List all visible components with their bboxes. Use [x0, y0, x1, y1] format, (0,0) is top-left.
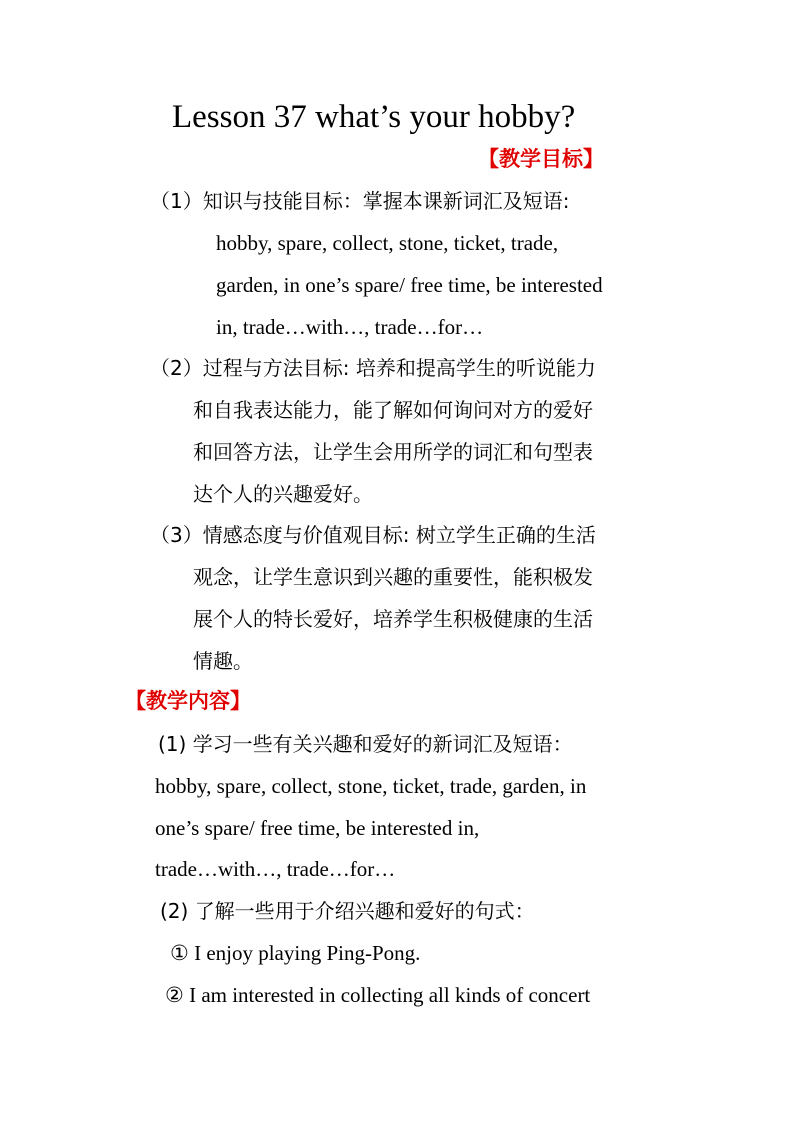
example-sentence: ① I enjoy playing Ping-Pong. — [170, 941, 421, 965]
content-1-line: trade…with…, trade…for… — [155, 857, 396, 881]
goal-2-line: （2）过程与方法目标: 培养和提高学生的听说能力 — [150, 356, 596, 380]
goal-1-vocab-line: hobby, spare, collect, stone, ticket, trade, — [216, 231, 559, 255]
goal-3-line: 展个人的特长爱好，培养学生积极健康的生活 — [193, 607, 593, 631]
teaching-content-heading: 【教学内容】 — [125, 689, 251, 713]
page-title: Lesson 37 what’s your hobby? — [172, 99, 576, 135]
goal-1-vocab-line: in, trade…with…, trade…for… — [216, 315, 484, 339]
content-1-line: hobby, spare, collect, stone, ticket, trade, garden, in — [155, 774, 587, 798]
goal-2-line: 和回答方法，让学生会用所学的词汇和句型表 — [193, 440, 593, 464]
content-1-line: one’s spare/ free time, be interested in, — [155, 816, 480, 840]
teaching-goals-heading: 【教学目标】 — [478, 147, 604, 171]
content-2-lead: (2) 了解一些用于介绍兴趣和爱好的句式： — [160, 899, 535, 923]
goal-3-line: 情趣。 — [193, 649, 253, 673]
goal-3-line: 观念，让学生意识到兴趣的重要性，能积极发 — [193, 565, 593, 589]
goal-1-lead: （1）知识与技能目标：掌握本课新词汇及短语: — [150, 189, 570, 213]
goal-2-line: 和自我表达能力，能了解如何询问对方的爱好 — [193, 398, 593, 422]
example-sentence: ② I am interested in collecting all kinds of concert — [165, 983, 591, 1007]
goal-1-vocab-line: garden, in one’s spare/ free time, be interested — [216, 273, 603, 297]
goal-2-line: 达个人的兴趣爱好。 — [193, 482, 373, 506]
goal-3-line: （3）情感态度与价值观目标: 树立学生正确的生活 — [150, 523, 596, 547]
content-1-line: (1) 学习一些有关兴趣和爱好的新词汇及短语： — [158, 732, 573, 756]
